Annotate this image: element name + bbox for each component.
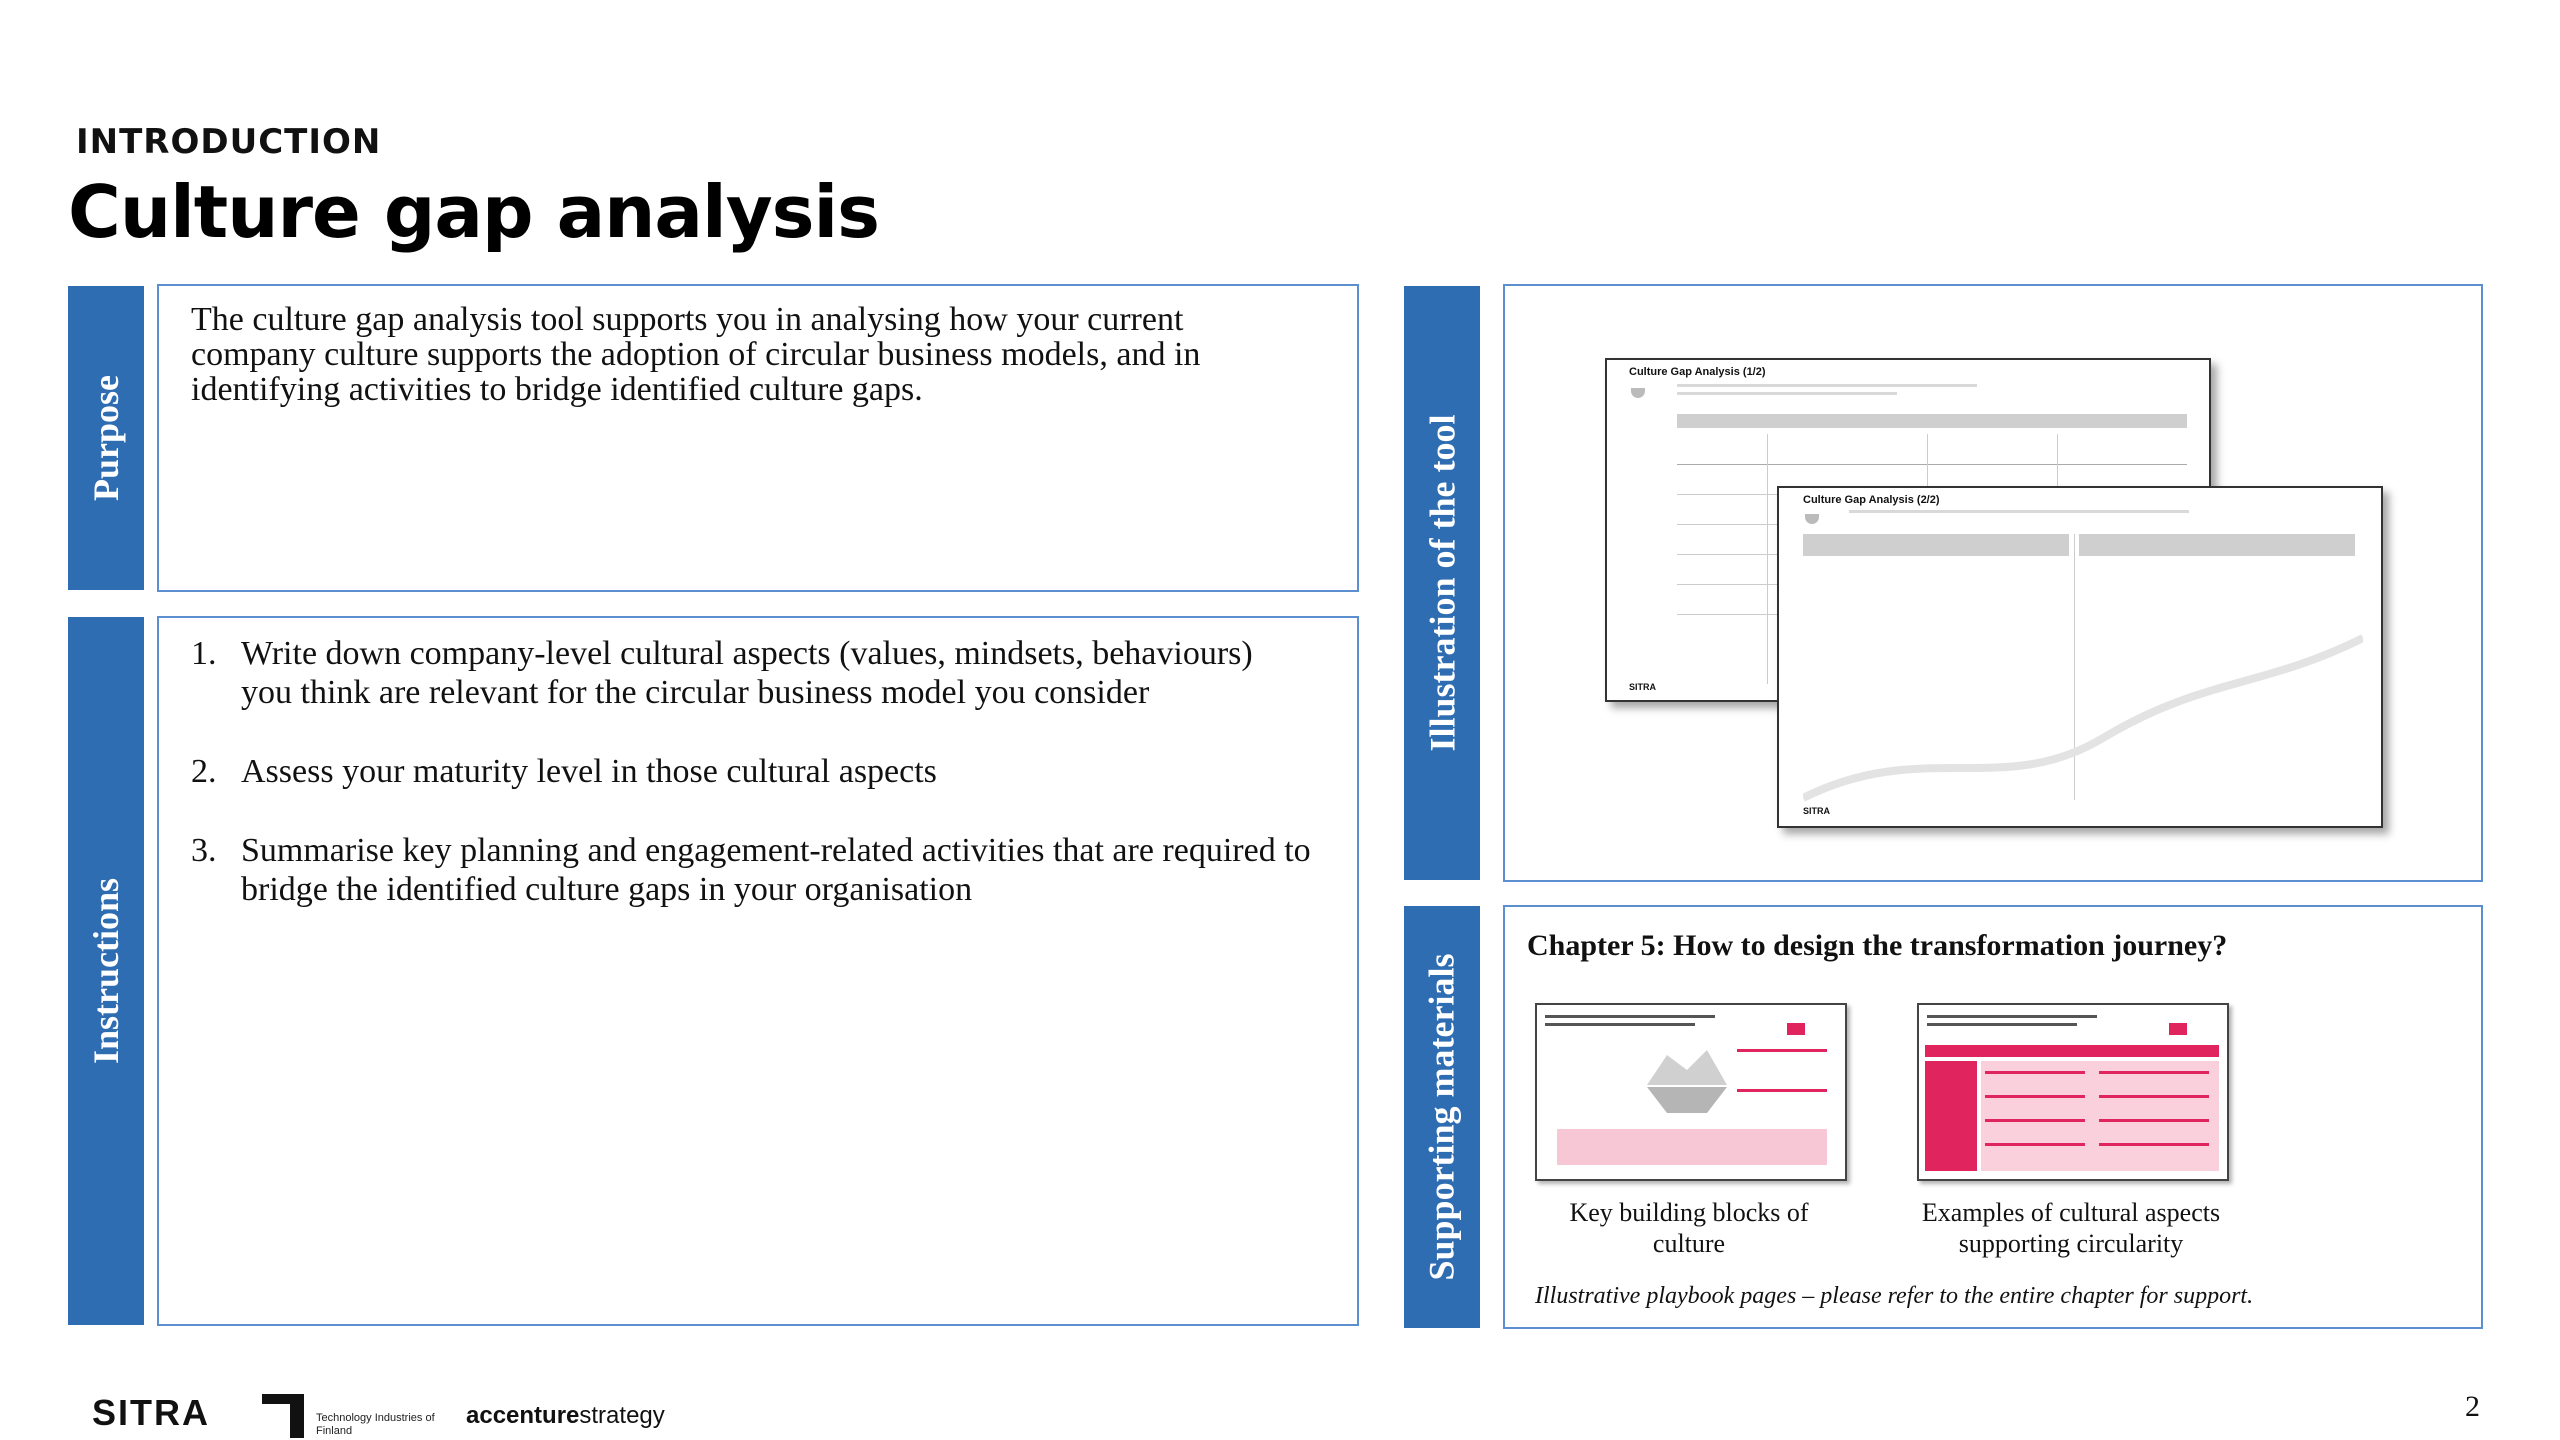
supporting-panel	[1503, 905, 2483, 1329]
step-text: Assess your maturity level in those cultural aspects	[241, 753, 937, 790]
thumbnail-caption-1: Key building blocks of culture	[1569, 1198, 1809, 1258]
sitra-logo: SITRA	[92, 1392, 210, 1433]
iceberg-icon	[1637, 1045, 1737, 1115]
playbook-thumbnail-1[interactable]	[1535, 1003, 1847, 1181]
step-number: 2.	[191, 753, 217, 790]
technology-industries-logo-text: Technology Industries of Finland	[316, 1412, 435, 1437]
section-kicker: INTRODUCTION	[76, 122, 382, 162]
slide-title: Culture Gap Analysis (1/2)	[1629, 366, 1766, 378]
technology-industries-logo-mark	[262, 1394, 304, 1438]
thumbnail-caption-2: Examples of cultural aspects supporting circularity	[1921, 1198, 2221, 1258]
chapter-title: Chapter 5: How to design the transformation journey?	[1527, 929, 2228, 962]
step-text: Summarise key planning and engagement-related activities that are required to bridge the identified culture gaps in your organisation	[241, 832, 1311, 908]
page-number: 2	[2465, 1390, 2480, 1423]
instruction-step	[191, 752, 1311, 791]
supporting-tab-label: Supporting materials	[1422, 953, 1462, 1281]
step-text: Write down company-level cultural aspects (values, mindsets, behaviours) you think are relevant for the circular business model you consider	[241, 635, 1253, 711]
cloud-icon	[1631, 388, 1645, 398]
supporting-tab	[1404, 906, 1480, 1328]
decorative-curve	[1803, 628, 2363, 808]
purpose-text: The culture gap analysis tool supports you in analysing how your current company culture supports the adoption of circular business models, and in identifying activities to bridge identified culture gaps.	[191, 301, 1201, 408]
tool-slide-preview-2: Culture Gap Analysis (2/2) SITRA	[1777, 486, 2383, 828]
illustration-panel	[1503, 284, 2483, 882]
instruction-steps	[191, 634, 1311, 949]
instruction-step	[191, 634, 1311, 712]
accenture-wordmark: accenture	[466, 1402, 580, 1429]
illustration-tab-label: Illustration of the tool	[1422, 414, 1462, 752]
purpose-tab	[68, 286, 144, 590]
purpose-tab-label: Purpose	[86, 375, 126, 501]
cloud-icon	[1805, 514, 1819, 524]
accenture-strategy-logo	[466, 1402, 665, 1430]
instructions-panel	[157, 616, 1359, 1326]
instructions-tab	[68, 617, 144, 1325]
slide-title: Culture Gap Analysis (2/2)	[1803, 494, 1940, 506]
playbook-thumbnail-2[interactable]	[1917, 1003, 2229, 1181]
instructions-tab-label: Instructions	[86, 877, 126, 1065]
step-number: 1.	[191, 635, 217, 672]
purpose-panel	[157, 284, 1359, 592]
instruction-step	[191, 831, 1311, 909]
illustration-tab	[1404, 286, 1480, 880]
tool-slide-preview-1: Culture Gap Analysis (1/2) SITRA	[1605, 358, 2211, 702]
supporting-note: Illustrative playbook pages – please refer to the entire chapter for support.	[1535, 1283, 2254, 1309]
strategy-wordmark: strategy	[579, 1402, 665, 1429]
step-number: 3.	[191, 832, 217, 869]
page-title: Culture gap analysis	[68, 170, 880, 254]
